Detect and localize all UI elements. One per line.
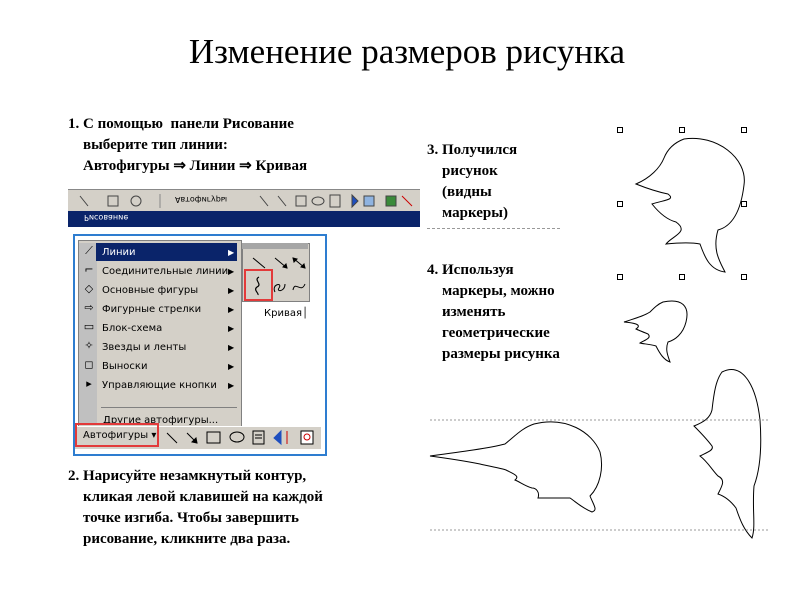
menu-item-label: Линии [102, 247, 136, 258]
callouts-icon: ◻ [84, 358, 94, 371]
menu-item-label: Блок-схема [102, 323, 163, 334]
resize-marker[interactable] [617, 201, 623, 207]
stars-icon: ✧ [84, 339, 94, 352]
text-cursor-icon: │ [301, 308, 309, 319]
menu-item-label: Фигурные стрелки [102, 304, 202, 315]
basic-shapes-icon: ◇ [84, 282, 94, 295]
drawing-mirrored-label: Рисование [84, 213, 129, 222]
step-4-text: 4. Используя маркеры, можно изменять геометрические размеры рисунка [427, 262, 560, 362]
connector-icon: ⌐ [84, 263, 94, 276]
chevron-right-icon: ▶ [228, 248, 235, 257]
resize-marker[interactable] [679, 274, 685, 280]
autoshapes-button-label: Автофигуры ▾ [83, 430, 157, 441]
menu-item-label: Звезды и ленты [102, 342, 187, 353]
action-buttons-icon: ▸ [86, 377, 92, 390]
chevron-right-icon: ▶ [228, 324, 235, 333]
menu-item-more-label: Другие автофигуры... [103, 415, 219, 426]
chevron-right-icon: ▶ [228, 305, 235, 314]
resize-marker[interactable] [741, 201, 747, 207]
step-1-text: 1. С помощью панели Рисование выберите тип линии: Автофигуры ⇒ Линии ⇒ Кривая [68, 116, 308, 174]
lines-icon: ⟋ [85, 244, 93, 257]
curve-tooltip-label: Кривая [264, 308, 302, 319]
chevron-right-icon: ▶ [228, 267, 235, 276]
face-profile-large [636, 138, 744, 272]
menu-item-label: Управляющие кнопки [102, 380, 217, 391]
menu-item-label: Соединительные линии [102, 266, 229, 277]
step-2-text: 2. Нарисуйте незамкнутый контур, кликая левой клавишей на каждой точке изгиба. Чтобы завершить рисование, кликните два раза. [68, 468, 323, 547]
autoshapes-mirrored-label: Автофигуры [175, 195, 228, 204]
menu-item-label: Основные фигуры [102, 285, 199, 296]
resize-marker[interactable] [617, 127, 623, 133]
chevron-right-icon: ▶ [228, 286, 235, 295]
chevron-right-icon: ▶ [228, 362, 235, 371]
chevron-right-icon: ▶ [228, 343, 235, 352]
resize-marker[interactable] [617, 274, 623, 280]
flowchart-icon: ▭ [83, 320, 95, 333]
face-profile-tall [694, 370, 761, 538]
resize-marker[interactable] [679, 127, 685, 133]
face-profile-small [624, 301, 687, 362]
block-arrows-icon: ⇨ [84, 301, 94, 314]
chevron-right-icon: ▶ [228, 381, 235, 390]
menu-item-label: Выноски [102, 361, 148, 372]
resize-marker[interactable] [741, 274, 747, 280]
resize-marker[interactable] [741, 127, 747, 133]
face-profile-wide [430, 422, 602, 512]
page-title: Изменение размеров рисунка [188, 32, 626, 71]
step-3-text: 3. Получился рисунок (видны маркеры) [427, 142, 518, 221]
